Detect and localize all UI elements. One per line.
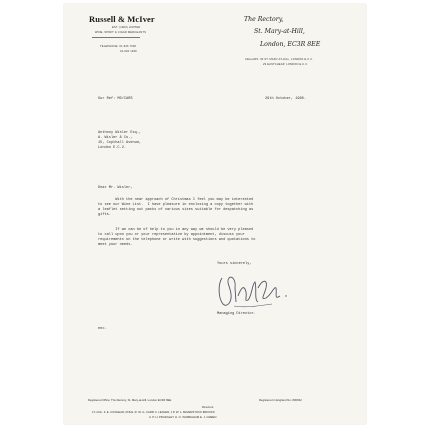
cellars-line-1: CELLARS: 30 ST. MARY-AT-HILL, LONDON E.C.3. (245, 58, 313, 61)
company-subtitle: EST. (1900) LIMITED (112, 26, 141, 29)
letterhead-rule (92, 37, 140, 38)
recipient-line-3: 15, Copthall Avenue, (98, 141, 142, 145)
recipient-line-2: A. Wisler & Co., (98, 136, 133, 140)
enclosure-note: enc. (98, 327, 107, 331)
letter-page (64, 4, 366, 424)
telephone-2: 01-626 1939 (120, 50, 137, 53)
registered-office: Registered Office: The Rectory, St. Mary-at-Hill, London EC3R 8EE (88, 398, 172, 402)
body-paragraph-2: If we can be of help to you in any way we should be very pleased to call upon you or your representative by appointment, discuss your requirements on the telephone or write with suggestions and quotations to meet your needs. (98, 228, 256, 247)
address-line-2: St. Mary-at-Hill, (254, 28, 305, 35)
signature-title: Managing Director. (217, 312, 256, 316)
address-line-1: The Rectory, (244, 16, 284, 23)
telephone-1: TELEPHONE: 01-626 7000 (100, 45, 137, 48)
recipient-line-4: London E.C.2. (98, 146, 127, 150)
reference: Our Ref: MD/CARS (98, 97, 133, 101)
closing: Yours sincerely, (217, 262, 252, 266)
letter-date: 29th October, 1980. (265, 97, 306, 101)
company-name: Russell & McIver (89, 14, 155, 24)
registered-number: Registered in England No. 806032 (259, 398, 302, 402)
handwritten-signature (214, 266, 294, 312)
body-paragraph-1: With the near approach of Christmas I feel you may be interested to see our Wine List. I have pleasure in enclosing a copy together with a leaflet setting out packs of various sizes suitable for despatching as gifts. (98, 198, 254, 217)
cellars-line-2: 29 EASTCHEAP, LONDON E.C.3. (263, 63, 308, 66)
directors-line-2: A. P. H. PRADGLEY H. O. WILBRAHAM E. J. GREEN (149, 415, 217, 419)
directors-label: Directors: (202, 405, 214, 409)
address-line-3: London, EC3R 8EE (260, 41, 321, 48)
directors-line-1: LT.-COL. F. E. COXHEAD, M.B.E. R. W. G. CARR C. LEAVER, J.P. W. L. BAVERSTOCK BROOKS (92, 410, 215, 414)
trade-description: WINE, SPIRIT & CIGAR MERCHANTS (95, 31, 147, 34)
salutation: Dear Mr. Wisler, (98, 186, 133, 190)
recipient-line-1: Anthony Wisler Esq., (98, 131, 142, 135)
